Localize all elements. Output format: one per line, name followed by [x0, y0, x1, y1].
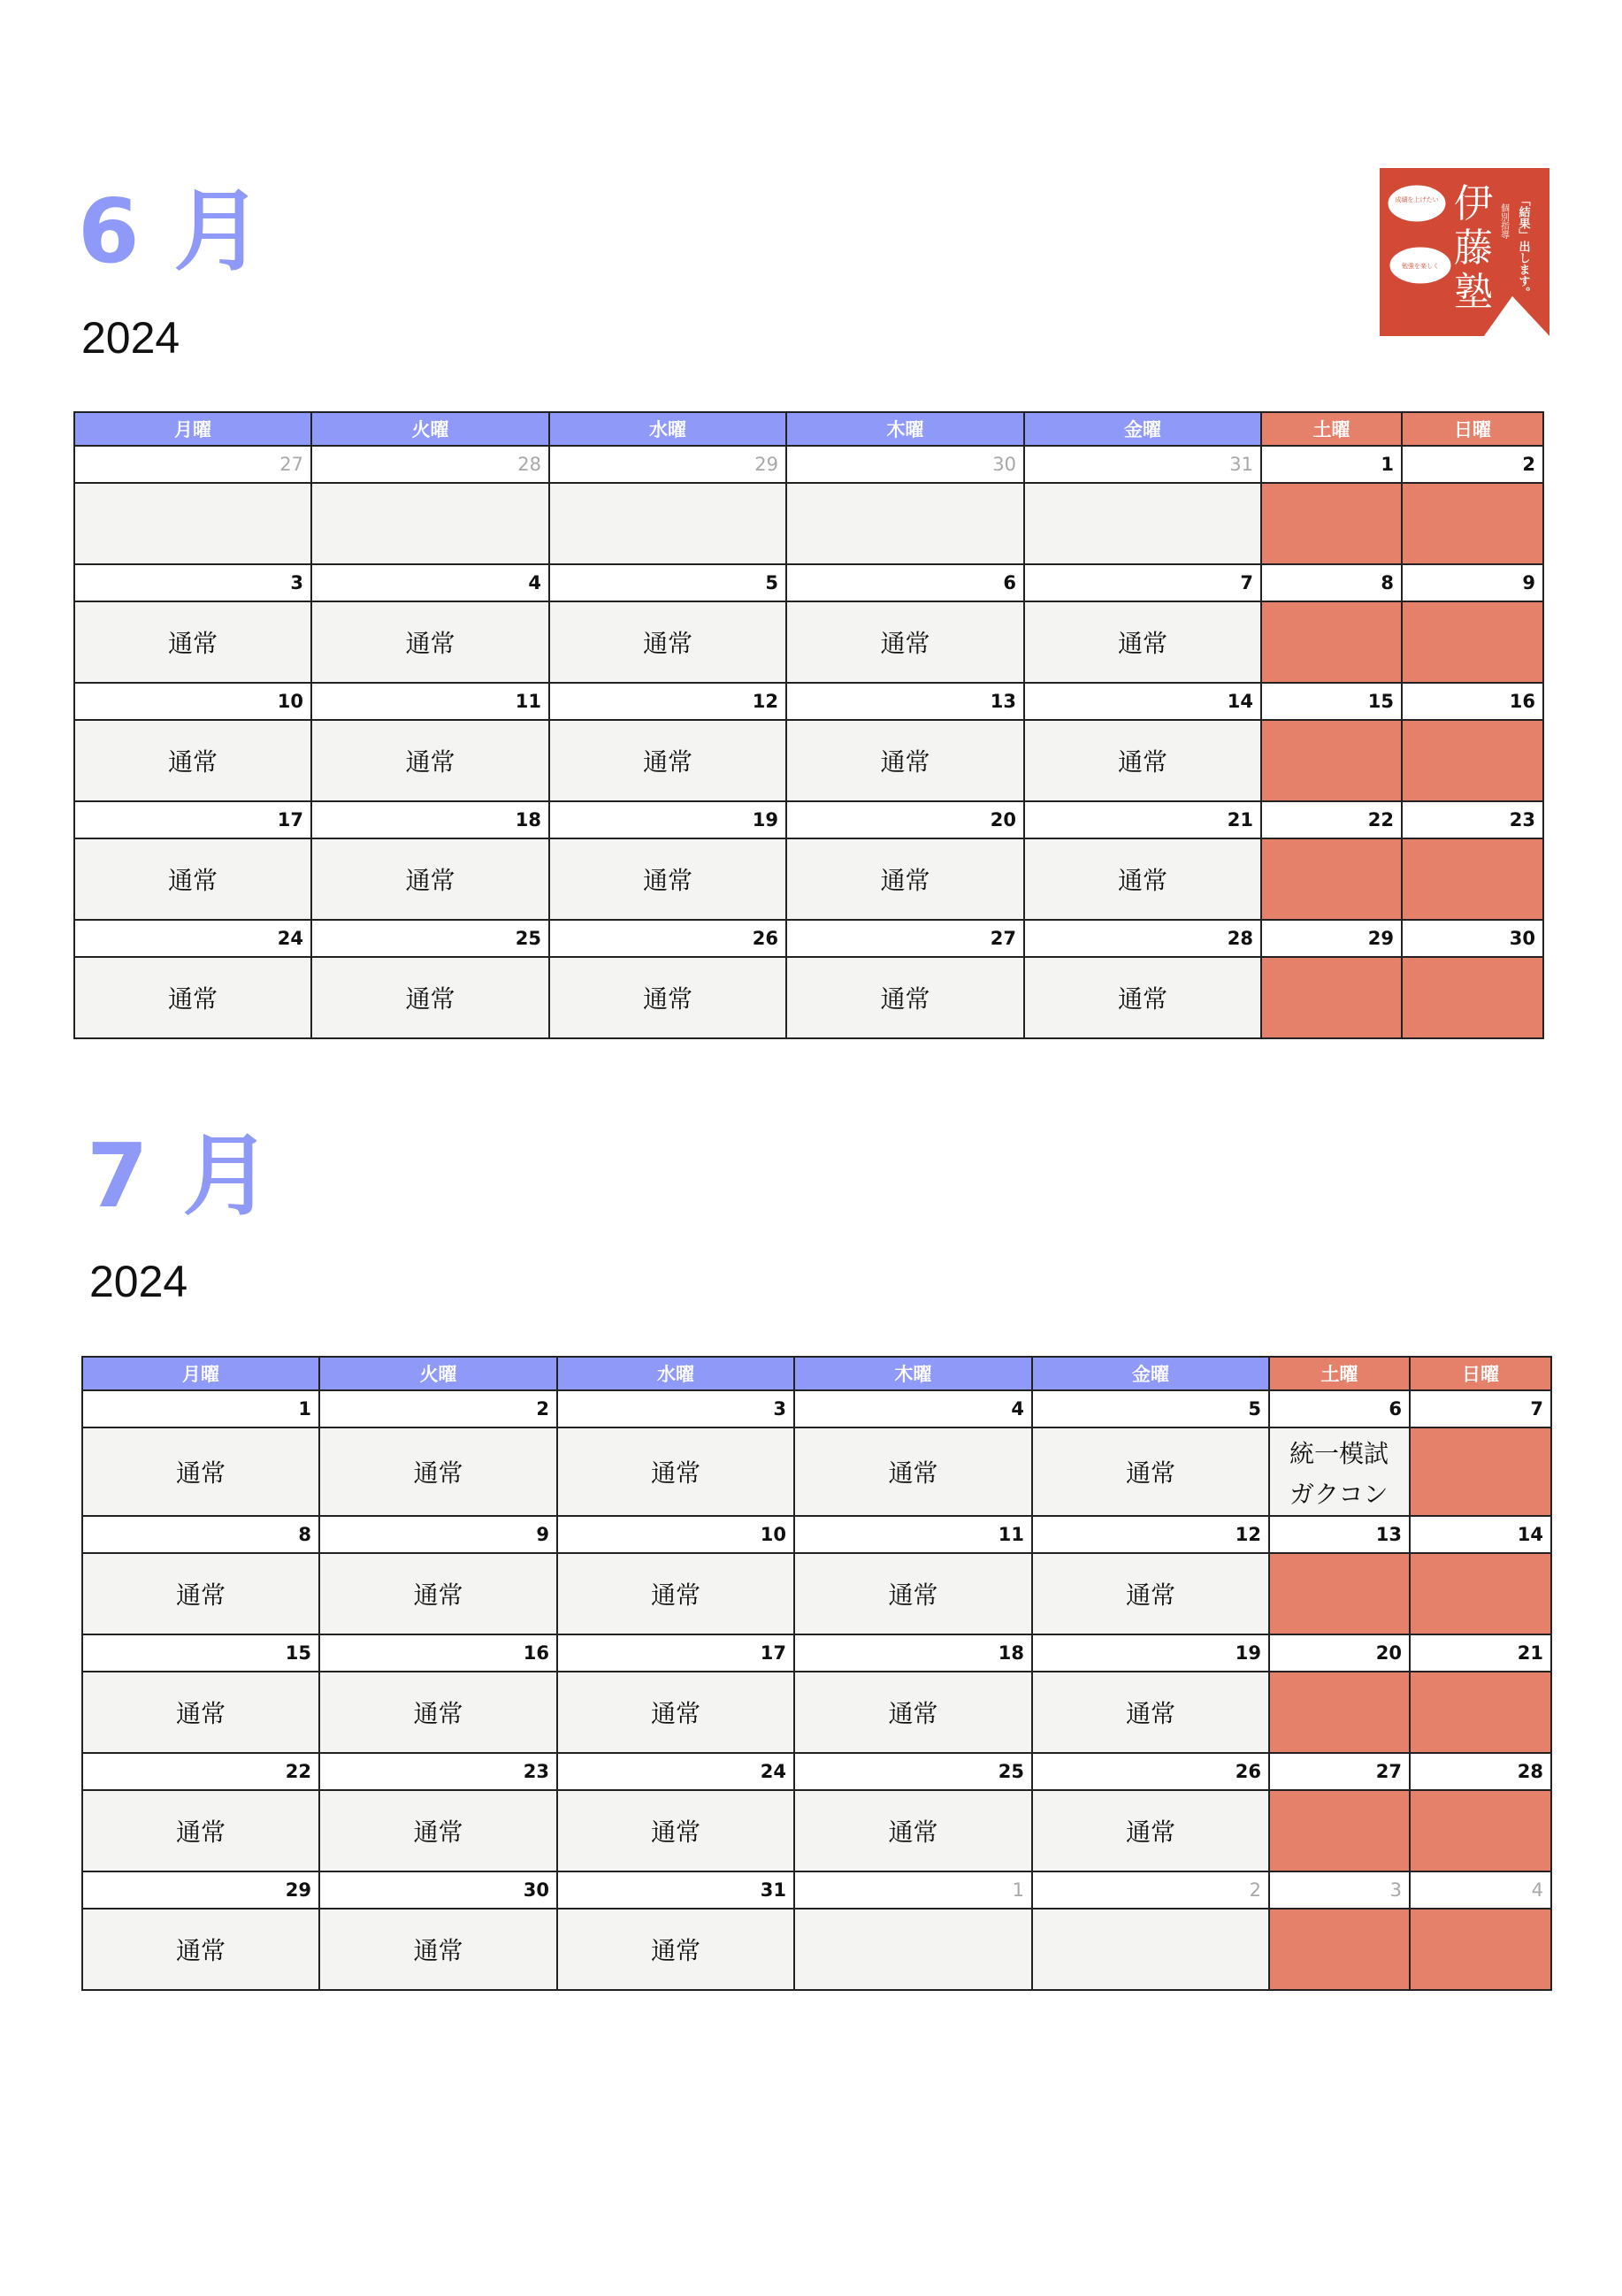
- day-event-cell[interactable]: [1402, 957, 1543, 1038]
- day-event-cell[interactable]: 通常: [557, 1909, 794, 1990]
- day-number: 6: [1269, 1390, 1410, 1427]
- day-number: 18: [794, 1634, 1032, 1672]
- day-event-cell[interactable]: 通常: [557, 1553, 794, 1634]
- day-event-cell[interactable]: 通常: [311, 957, 549, 1038]
- day-number: 3: [557, 1390, 794, 1427]
- day-number: 4: [794, 1390, 1032, 1427]
- day-number: 1: [82, 1390, 319, 1427]
- day-number: 29: [1261, 920, 1402, 957]
- svg-text:伊: 伊: [1454, 181, 1493, 226]
- weekday-header: 金曜: [1032, 1357, 1269, 1390]
- day-number: 6: [786, 564, 1024, 601]
- weekday-header: 木曜: [786, 412, 1024, 446]
- day-number: 11: [311, 683, 549, 720]
- week-date-row: [74, 446, 1543, 483]
- day-event-cell[interactable]: [1269, 1909, 1410, 1990]
- day-event-cell[interactable]: 通常: [786, 838, 1024, 920]
- day-number: 30: [1402, 920, 1543, 957]
- day-event-cell[interactable]: 通常: [794, 1672, 1032, 1753]
- day-event-cell[interactable]: 通常: [74, 838, 311, 920]
- day-number: 3: [74, 564, 311, 601]
- day-event-cell[interactable]: 通常: [1024, 720, 1261, 801]
- week-date-row: [74, 564, 1543, 601]
- day-number: 24: [74, 920, 311, 957]
- day-number: 28: [1410, 1753, 1551, 1790]
- june-year: 2024: [81, 313, 180, 363]
- day-event-cell[interactable]: 通常: [786, 720, 1024, 801]
- day-number: 26: [1032, 1753, 1269, 1790]
- day-event-cell[interactable]: 通常: [1024, 957, 1261, 1038]
- day-number: 22: [1261, 801, 1402, 838]
- day-number: 8: [1261, 564, 1402, 601]
- day-number: 2: [1402, 446, 1543, 483]
- day-number: 23: [319, 1753, 557, 1790]
- weekday-header: 月曜: [74, 412, 311, 446]
- day-event-cell[interactable]: [1402, 720, 1543, 801]
- day-event-cell[interactable]: 通常: [549, 957, 786, 1038]
- day-event-cell[interactable]: 通常: [74, 601, 311, 683]
- week-event-row: [82, 1427, 1551, 1516]
- day-event-cell[interactable]: [1410, 1427, 1551, 1516]
- day-event-cell[interactable]: [786, 483, 1024, 564]
- day-event-cell[interactable]: 通常: [549, 838, 786, 920]
- svg-text:塾: 塾: [1454, 270, 1493, 315]
- day-event-cell[interactable]: [1402, 601, 1543, 683]
- day-number: 8: [82, 1516, 319, 1553]
- day-number: 25: [794, 1753, 1032, 1790]
- day-number: 15: [82, 1634, 319, 1672]
- day-number: 28: [1024, 920, 1261, 957]
- day-event-cell[interactable]: 統一模試 ガクコン: [1269, 1427, 1410, 1516]
- day-event-cell[interactable]: [794, 1909, 1032, 1990]
- day-number: 7: [1024, 564, 1261, 601]
- logo: [1380, 168, 1549, 336]
- week-event-row: [82, 1553, 1551, 1634]
- week-event-row: [74, 957, 1543, 1038]
- day-event-cell[interactable]: [1402, 483, 1543, 564]
- svg-text:藤: 藤: [1454, 226, 1493, 271]
- day-event-cell[interactable]: 通常: [557, 1672, 794, 1753]
- july-year: 2024: [89, 1257, 188, 1306]
- day-event-cell[interactable]: 通常: [557, 1427, 794, 1516]
- day-event-cell[interactable]: 通常: [82, 1790, 319, 1871]
- weekday-header: 日曜: [1410, 1357, 1551, 1390]
- day-event-cell[interactable]: 通常: [549, 601, 786, 683]
- day-number: 16: [319, 1634, 557, 1672]
- day-event-cell[interactable]: 通常: [786, 957, 1024, 1038]
- week-date-row: [82, 1871, 1551, 1909]
- weekday-header: 金曜: [1024, 412, 1261, 446]
- july-month-title: 7 月: [87, 1124, 273, 1228]
- weekday-header: 水曜: [549, 412, 786, 446]
- day-event-cell[interactable]: [1261, 957, 1402, 1038]
- day-number: 27: [786, 920, 1024, 957]
- week-event-row: [82, 1672, 1551, 1753]
- day-number: 13: [786, 683, 1024, 720]
- day-number: 27: [1269, 1753, 1410, 1790]
- day-number: 15: [1261, 683, 1402, 720]
- day-event-cell[interactable]: 通常: [786, 601, 1024, 683]
- day-number: 2: [319, 1390, 557, 1427]
- day-number: 4: [311, 564, 549, 601]
- day-event-cell[interactable]: [1410, 1909, 1551, 1990]
- day-event-cell[interactable]: 通常: [1024, 838, 1261, 920]
- day-number: 21: [1410, 1634, 1551, 1672]
- day-event-cell[interactable]: 通常: [82, 1553, 319, 1634]
- day-number: 26: [549, 920, 786, 957]
- day-event-cell[interactable]: 通常: [1024, 601, 1261, 683]
- day-number: 30: [786, 446, 1024, 483]
- day-number: 31: [557, 1871, 794, 1909]
- day-number: 18: [311, 801, 549, 838]
- day-number: 7: [1410, 1390, 1551, 1427]
- day-number: 5: [1032, 1390, 1269, 1427]
- day-number: 11: [794, 1516, 1032, 1553]
- day-number: 21: [1024, 801, 1261, 838]
- svg-text:勉強を楽しく: 勉強を楽しく: [1402, 263, 1439, 270]
- week-event-row: [74, 838, 1543, 920]
- day-event-cell[interactable]: 通常: [1032, 1790, 1269, 1871]
- weekday-header: 月曜: [82, 1357, 319, 1390]
- week-event-row: [74, 601, 1543, 683]
- day-event-cell[interactable]: [1024, 483, 1261, 564]
- day-number: 10: [557, 1516, 794, 1553]
- day-event-cell[interactable]: 通常: [549, 720, 786, 801]
- day-number: 10: [74, 683, 311, 720]
- day-event-cell[interactable]: 通常: [311, 838, 549, 920]
- day-number: 14: [1024, 683, 1261, 720]
- weekday-header: 土曜: [1269, 1357, 1410, 1390]
- day-number: 17: [74, 801, 311, 838]
- day-number: 29: [82, 1871, 319, 1909]
- day-event-cell[interactable]: 通常: [82, 1427, 319, 1516]
- day-event-cell[interactable]: [1269, 1553, 1410, 1634]
- day-event-cell[interactable]: [1269, 1672, 1410, 1753]
- day-event-cell[interactable]: 通常: [794, 1553, 1032, 1634]
- day-event-cell[interactable]: [549, 483, 786, 564]
- day-event-cell[interactable]: 通常: [74, 720, 311, 801]
- day-event-cell[interactable]: 通常: [319, 1672, 557, 1753]
- day-event-cell[interactable]: [1269, 1790, 1410, 1871]
- week-date-row: [74, 683, 1543, 720]
- weekday-header: 木曜: [794, 1357, 1032, 1390]
- week-date-row: [82, 1753, 1551, 1790]
- week-event-row: [82, 1909, 1551, 1990]
- day-number: 12: [1032, 1516, 1269, 1553]
- day-event-cell[interactable]: 通常: [311, 601, 549, 683]
- day-event-cell[interactable]: 通常: [82, 1672, 319, 1753]
- day-number: 24: [557, 1753, 794, 1790]
- day-number: 19: [549, 801, 786, 838]
- day-event-cell[interactable]: 通常: [557, 1790, 794, 1871]
- week-event-row: [74, 483, 1543, 564]
- day-number: 13: [1269, 1516, 1410, 1553]
- day-event-cell[interactable]: [1261, 483, 1402, 564]
- svg-text:「結果」出します。: 「結果」出します。: [1516, 195, 1530, 298]
- day-number: 20: [1269, 1634, 1410, 1672]
- day-number: 1: [794, 1871, 1032, 1909]
- day-number: 30: [319, 1871, 557, 1909]
- day-event-cell[interactable]: [1032, 1909, 1269, 1990]
- day-event-cell[interactable]: [74, 483, 311, 564]
- day-number: 17: [557, 1634, 794, 1672]
- day-event-cell[interactable]: [1261, 838, 1402, 920]
- ito-juku-logo-icon: [1380, 168, 1549, 336]
- week-date-row: [82, 1390, 1551, 1427]
- week-event-row: [82, 1790, 1551, 1871]
- day-number: 3: [1269, 1871, 1410, 1909]
- week-date-row: [82, 1516, 1551, 1553]
- day-event-cell[interactable]: 通常: [1032, 1427, 1269, 1516]
- week-date-row: [82, 1634, 1551, 1672]
- day-number: 23: [1402, 801, 1543, 838]
- day-event-cell[interactable]: [1402, 838, 1543, 920]
- day-number: 28: [311, 446, 549, 483]
- day-number: 4: [1410, 1871, 1551, 1909]
- day-event-cell[interactable]: [1261, 601, 1402, 683]
- day-event-cell[interactable]: 通常: [319, 1909, 557, 1990]
- svg-text:個別指導: 個別指導: [1498, 203, 1509, 239]
- day-event-cell[interactable]: 通常: [311, 720, 549, 801]
- day-event-cell[interactable]: 通常: [1032, 1553, 1269, 1634]
- day-number: 29: [549, 446, 786, 483]
- day-event-cell[interactable]: 通常: [319, 1427, 557, 1516]
- day-number: 9: [1402, 564, 1543, 601]
- day-number: 2: [1032, 1871, 1269, 1909]
- week-date-row: [74, 801, 1543, 838]
- june-month-title: 6 月: [78, 180, 264, 283]
- day-event-cell[interactable]: [1410, 1790, 1551, 1871]
- june-calendar: [73, 411, 1544, 1039]
- day-number: 5: [549, 564, 786, 601]
- weekday-header: 火曜: [319, 1357, 557, 1390]
- day-number: 20: [786, 801, 1024, 838]
- day-event-cell[interactable]: 通常: [1032, 1672, 1269, 1753]
- week-date-row: [74, 920, 1543, 957]
- day-number: 22: [82, 1753, 319, 1790]
- day-number: 25: [311, 920, 549, 957]
- svg-text:成績を上げたい: 成績を上げたい: [1395, 196, 1439, 203]
- weekday-header: 日曜: [1402, 412, 1543, 446]
- day-number: 1: [1261, 446, 1402, 483]
- day-event-cell[interactable]: 通常: [319, 1553, 557, 1634]
- day-number: 27: [74, 446, 311, 483]
- day-event-cell[interactable]: 通常: [74, 957, 311, 1038]
- day-event-cell[interactable]: 通常: [794, 1427, 1032, 1516]
- day-event-cell[interactable]: 通常: [319, 1790, 557, 1871]
- week-event-row: [74, 720, 1543, 801]
- day-number: 31: [1024, 446, 1261, 483]
- day-number: 14: [1410, 1516, 1551, 1553]
- weekday-header: 水曜: [557, 1357, 794, 1390]
- day-event-cell[interactable]: [1410, 1553, 1551, 1634]
- weekday-header: 土曜: [1261, 412, 1402, 446]
- day-event-cell[interactable]: 通常: [82, 1909, 319, 1990]
- weekday-header: 火曜: [311, 412, 549, 446]
- day-number: 12: [549, 683, 786, 720]
- day-number: 16: [1402, 683, 1543, 720]
- day-event-cell[interactable]: 通常: [794, 1790, 1032, 1871]
- day-event-cell[interactable]: [311, 483, 549, 564]
- day-event-cell[interactable]: [1261, 720, 1402, 801]
- day-event-cell[interactable]: [1410, 1672, 1551, 1753]
- july-calendar: [81, 1356, 1552, 1991]
- day-number: 9: [319, 1516, 557, 1553]
- day-number: 19: [1032, 1634, 1269, 1672]
